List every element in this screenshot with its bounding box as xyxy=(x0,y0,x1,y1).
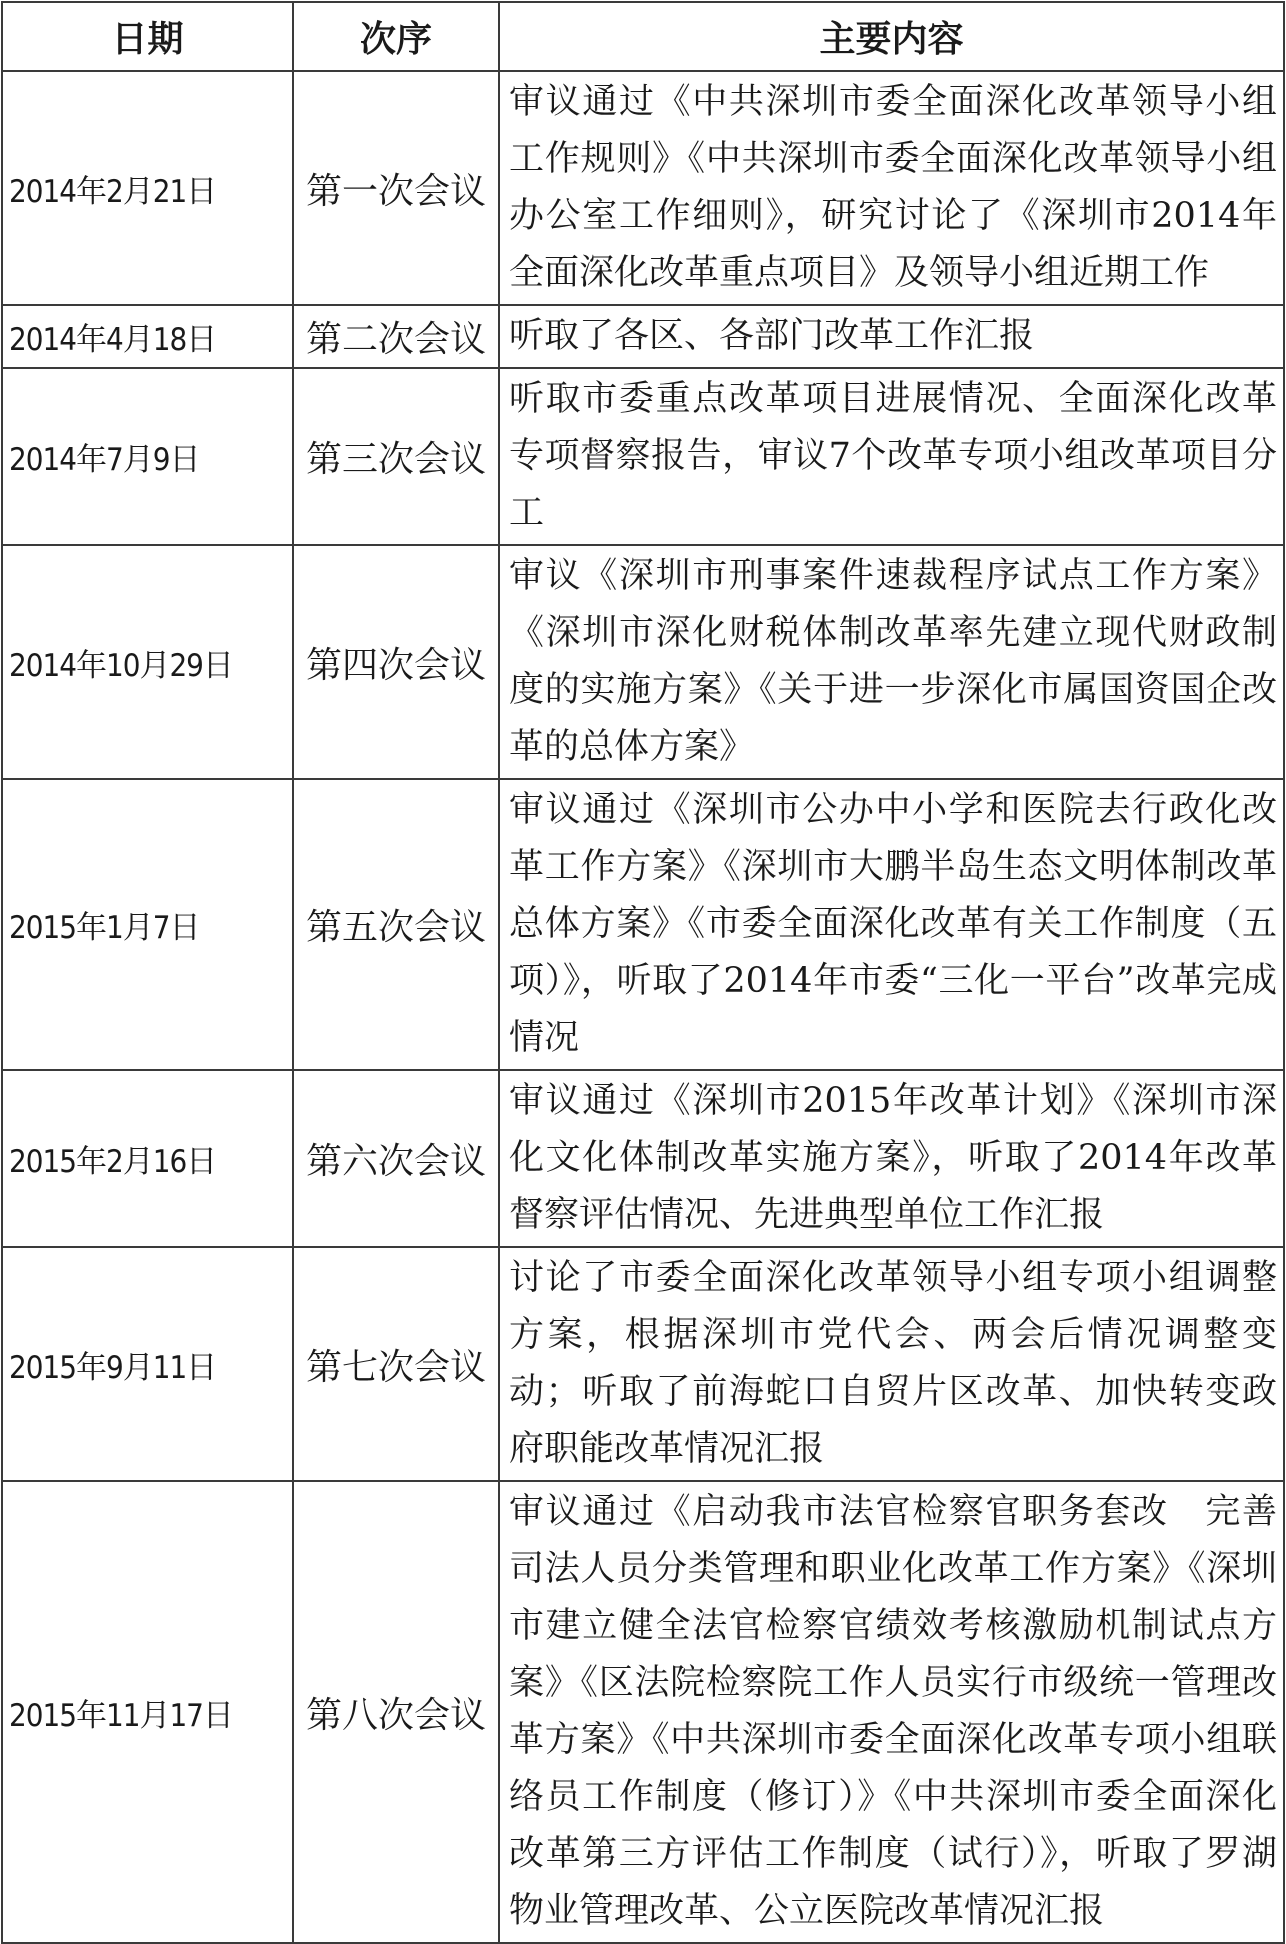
order-cell: 第二次会议 xyxy=(293,305,499,368)
table-row xyxy=(2,1481,1284,1943)
date-cell: 2015年2月16日 xyxy=(2,1070,293,1247)
table-row xyxy=(2,779,1284,1070)
table-row xyxy=(2,305,1284,368)
content-cell: 审议通过《启动我市法官检察官职务套改 完善司法人员分类管理和职业化改革工作方案》《深圳市建立健全法官检察官绩效考核激励机制试点方案》《区法院检察院工作人员实行市级统一管理改革方案》《中共深圳市委全面深化改革专项小组联络员工作制度（修订）》《中共深圳市委全面深化改革第三方评估工作制度（试行）》，听取了罗湖物业管理改革、公立医院改革情况汇报 xyxy=(499,1481,1284,1943)
date-cell: 2014年7月9日 xyxy=(2,368,293,545)
table-row xyxy=(2,368,1284,545)
order-cell: 第六次会议 xyxy=(293,1070,499,1247)
header-order: 次序 xyxy=(293,2,499,71)
header-date: 日期 xyxy=(2,2,293,71)
date-cell: 2014年4月18日 xyxy=(2,305,293,368)
header-row xyxy=(2,2,1284,71)
content-cell: 审议通过《深圳市公办中小学和医院去行政化改革工作方案》《深圳市大鹏半岛生态文明体制改革总体方案》《市委全面深化改革有关工作制度（五项）》，听取了2014年市委“三化一平台”改革完成情况 xyxy=(499,779,1284,1070)
date-cell: 2015年11月17日 xyxy=(2,1481,293,1943)
order-cell: 第七次会议 xyxy=(293,1247,499,1481)
order-cell: 第四次会议 xyxy=(293,545,499,779)
date-cell: 2014年10月29日 xyxy=(2,545,293,779)
order-cell: 第五次会议 xyxy=(293,779,499,1070)
table-row xyxy=(2,545,1284,779)
date-cell: 2014年2月21日 xyxy=(2,71,293,305)
order-cell: 第一次会议 xyxy=(293,71,499,305)
table-header xyxy=(2,2,1284,71)
content-cell: 审议通过《深圳市2015年改革计划》《深圳市深化文化体制改革实施方案》，听取了2014年改革督察评估情况、先进典型单位工作汇报 xyxy=(499,1070,1284,1247)
content-cell: 审议通过《中共深圳市委全面深化改革领导小组工作规则》《中共深圳市委全面深化改革领导小组办公室工作细则》，研究讨论了《深圳市2014年全面深化改革重点项目》及领导小组近期工作 xyxy=(499,71,1284,305)
order-cell: 第八次会议 xyxy=(293,1481,499,1943)
date-cell: 2015年9月11日 xyxy=(2,1247,293,1481)
meetings-table xyxy=(1,1,1285,1944)
table-row xyxy=(2,1247,1284,1481)
table-row xyxy=(2,71,1284,305)
table-body xyxy=(2,71,1284,1943)
order-cell: 第三次会议 xyxy=(293,368,499,545)
header-content: 主要内容 xyxy=(499,2,1284,71)
date-cell: 2015年1月7日 xyxy=(2,779,293,1070)
content-cell: 讨论了市委全面深化改革领导小组专项小组调整方案，根据深圳市党代会、两会后情况调整变动；听取了前海蛇口自贸片区改革、加快转变政府职能改革情况汇报 xyxy=(499,1247,1284,1481)
table-row xyxy=(2,1070,1284,1247)
content-cell: 听取了各区、各部门改革工作汇报 xyxy=(499,305,1284,368)
content-cell: 听取市委重点改革项目进展情况、全面深化改革专项督察报告，审议7个改革专项小组改革项目分工 xyxy=(499,368,1284,545)
content-cell: 审议《深圳市刑事案件速裁程序试点工作方案》《深圳市深化财税体制改革率先建立现代财政制度的实施方案》《关于进一步深化市属国资国企改革的总体方案》 xyxy=(499,545,1284,779)
